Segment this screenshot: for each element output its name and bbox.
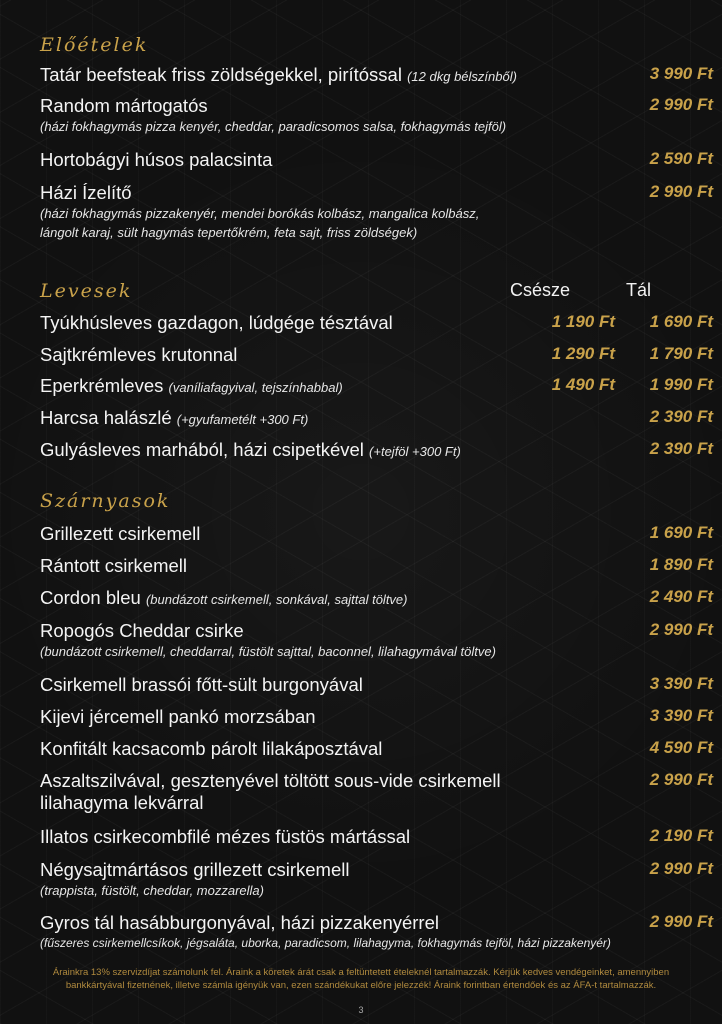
menu-item (40, 407, 713, 431)
page-number: 3 (358, 1005, 364, 1015)
menu-item (40, 439, 713, 463)
menu-item (40, 674, 713, 696)
item-price: 2 990 Ft (649, 770, 713, 789)
item-price: 3 390 Ft (649, 674, 713, 693)
menu-item (40, 620, 713, 661)
item-price: 2 990 Ft (649, 859, 713, 878)
menu-item (40, 182, 713, 242)
item-name: Hortobágyi húsos palacsinta (40, 149, 273, 170)
item-price: 2 990 Ft (649, 912, 713, 931)
item-name: Tatár beefsteak friss zöldségekkel, pirítóssal (40, 64, 402, 85)
item-note: (vaníliafagyival, tejszínhabbal) (168, 380, 343, 395)
item-name: Sajtkrémleves krutonnal (40, 344, 238, 365)
column-header-cup: Csésze (510, 280, 571, 300)
item-price-cup: 1 290 Ft (551, 344, 615, 363)
menu-item (40, 64, 713, 88)
item-name: Tyúkhúsleves gazdagon, lúdgége tésztával (40, 312, 393, 333)
item-name: Négysajtmártásos grillezett csirkemell (40, 859, 350, 880)
item-name: Kijevi jércemell pankó morzsában (40, 706, 316, 727)
item-price: 1 890 Ft (649, 555, 713, 574)
item-price-cup: 1 190 Ft (551, 312, 615, 331)
item-price: 1 790 Ft (649, 344, 713, 363)
menu-item (40, 859, 713, 900)
item-description: (bundázott csirkemell, cheddarral, füstölt sajttal, baconnel, lilahagymával töltve) (40, 644, 496, 659)
footer-line: bankkártyával fizetnének, illetve számla igényük van, ezen szándékukat előre jelezzék! Áraink forintban értendőek és az ÁFA-t tartalmazzák. (65, 980, 657, 991)
item-price: 2 190 Ft (649, 826, 713, 845)
item-name: Ropogós Cheddar csirke (40, 620, 244, 641)
item-name: Csirkemell brassói főtt-sült burgonyával (40, 674, 363, 695)
menu-item (40, 375, 713, 399)
footer-note (20, 966, 702, 992)
menu-item (40, 826, 713, 848)
item-price: 2 390 Ft (649, 439, 713, 458)
item-price: 2 990 Ft (649, 620, 713, 639)
item-price-cup: 1 490 Ft (551, 375, 615, 394)
item-name-continued: lilahagyma lekvárral (40, 792, 204, 813)
item-note: (+gyufametélt +300 Ft) (176, 412, 309, 427)
footer-line: Árainkra 13% szervizdíjat számolunk fel. Áraink a köretek árát csak a feltüntetett ételeknél tartalmazzák. Kérjük kedves vendégeinket, amennyiben (52, 967, 670, 978)
item-price: 2 990 Ft (649, 95, 713, 114)
section-heading-poultry: Szárnyasok (40, 490, 171, 512)
menu-item (40, 149, 713, 171)
item-price: 2 490 Ft (649, 587, 713, 606)
menu-item (40, 912, 713, 953)
item-name: Konfitált kacsacomb párolt lilakáposztával (40, 738, 383, 759)
menu-item (40, 344, 713, 366)
menu-item (40, 555, 713, 577)
menu-item (40, 770, 713, 814)
item-name: Grillezett csirkemell (40, 523, 201, 544)
item-price: 3 990 Ft (649, 64, 713, 83)
item-name: Gyros tál hasábburgonyával, házi pizzakenyérrel (40, 912, 439, 933)
column-header-bowl: Tál (626, 280, 652, 300)
item-name: Harcsa halászlé (40, 407, 172, 428)
item-description: (trappista, füstölt, cheddar, mozzarella) (40, 883, 264, 898)
item-price: 2 590 Ft (649, 149, 713, 168)
item-price: 1 690 Ft (649, 523, 713, 542)
section-heading-starters: Előételek (40, 34, 149, 56)
item-description: (házi fokhagymás pizzakenyér, mendei borókás kolbász, mangalica kolbász, (40, 206, 480, 221)
menu-item (40, 95, 713, 136)
item-name: Illatos csirkecombfilé mézes füstös mártással (40, 826, 411, 847)
menu-item (40, 706, 713, 728)
menu-item (40, 738, 713, 760)
item-price: 2 990 Ft (649, 182, 713, 201)
section-heading-soups: Levesek (40, 280, 133, 302)
menu-item (40, 587, 713, 611)
item-name: Házi Ízelítő (40, 182, 132, 203)
item-note: (12 dkg bélszínből) (407, 69, 517, 84)
item-name: Eperkrémleves (40, 375, 164, 396)
item-price: 2 390 Ft (649, 407, 713, 426)
item-note: (bundázott csirkemell, sonkával, sajttal töltve) (145, 592, 408, 607)
item-description: lángolt karaj, sült hagymás tepertőkrém, feta sajt, friss zöldségek) (40, 225, 418, 240)
item-price: 1 690 Ft (649, 312, 713, 331)
item-name: Rántott csirkemell (40, 555, 188, 576)
item-name: Cordon bleu (40, 587, 141, 608)
menu-item (40, 312, 713, 334)
item-note: (+tejföl +300 Ft) (369, 444, 461, 459)
item-description: (fűszeres csirkemellcsíkok, jégsaláta, uborka, paradicsom, lilahagyma, fokhagymás tejföl, házi pizzakenyér) (40, 936, 611, 950)
item-price: 3 390 Ft (649, 706, 713, 725)
item-name: Random mártogatós (40, 95, 208, 116)
item-price: 4 590 Ft (649, 738, 713, 757)
menu-item (40, 523, 713, 545)
item-name: Aszaltszilvával, gesztenyével töltött sous-vide csirkemell (40, 770, 501, 791)
item-description: (házi fokhagymás pizza kenyér, cheddar, paradicsomos salsa, fokhagymás tejföl) (40, 119, 507, 134)
item-name: Gulyásleves marhából, házi csipetkével (40, 439, 364, 460)
item-price: 1 990 Ft (649, 375, 713, 394)
